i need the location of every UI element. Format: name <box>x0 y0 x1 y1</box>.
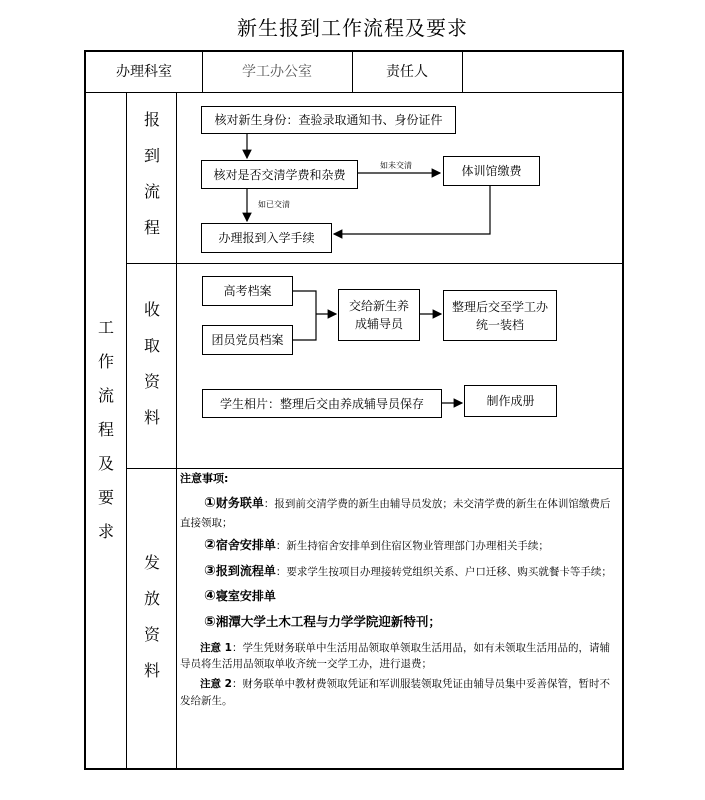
note-item: ①财务联单：报到前交清学费的新生由辅导员发放；未交清学费的新生在体训馆缴费后直接领取； <box>180 495 611 529</box>
page-title: 新生报到工作流程及要求 <box>237 16 468 40</box>
section-label-report: 报 到 流 程 <box>143 110 160 237</box>
office-value: 学工办公室 <box>242 64 312 80</box>
verify-identity-box: 核对新生身份：查验录取通知书、身份证件 <box>201 106 456 134</box>
note-item: ⑤湘潭大学土木工程与力学学院迎新特刊； <box>204 614 441 631</box>
notes-heading: 注意事项: <box>180 472 229 485</box>
organize-submit-box: 整理后交至学工办统一装档 <box>443 290 557 341</box>
if-paid-label: 如已交清 <box>258 200 290 209</box>
left-section-label: 工 作 流 程 及 要 求 <box>97 318 114 541</box>
if-unpaid-label: 如未交清 <box>380 161 412 170</box>
give-counselor-box: 交给新生养成辅导员 <box>338 289 420 341</box>
gaokao-file-box: 高考档案 <box>202 276 293 306</box>
note-item: ②宿舍安排单：新生持宿舍安排单到住宿区物业管理部门办理相关手续； <box>204 537 549 553</box>
make-book-box: 制作成册 <box>464 385 557 417</box>
distribution-notes <box>180 470 620 709</box>
note-2: 注意 2：财务联单中教材费领取凭证和军训服装领取凭证由辅导员集中妥善保管，暂时不发给新生。 <box>180 678 610 707</box>
note-1: 注意 1：学生凭财务联单中生活用品领取单领取生活用品，如有未领取生活用品的，请辅导员将生活用品领取单收齐统一交学工办，进行退费； <box>180 641 610 671</box>
enroll-procedure-box: 办理报到入学手续 <box>201 223 332 253</box>
office-label: 办理科室 <box>116 64 172 80</box>
note-item: ③报到流程单：要求学生按项目办理接转党组织关系、户口迁移、购买就餐卡等手续； <box>204 562 612 579</box>
section-label-collect: 收 取 资 料 <box>143 300 160 427</box>
section-label-distribute: 发 放 资 料 <box>143 553 160 680</box>
check-fees-box: 核对是否交清学费和杂费 <box>201 160 358 189</box>
person-label: 责任人 <box>386 64 428 80</box>
note-item: ④寝室安排单 <box>204 588 276 605</box>
gym-payment-box: 体训馆缴费 <box>443 156 540 186</box>
photos-box: 学生相片：整理后交由养成辅导员保存 <box>202 389 442 418</box>
party-file-box: 团员党员档案 <box>202 325 293 355</box>
